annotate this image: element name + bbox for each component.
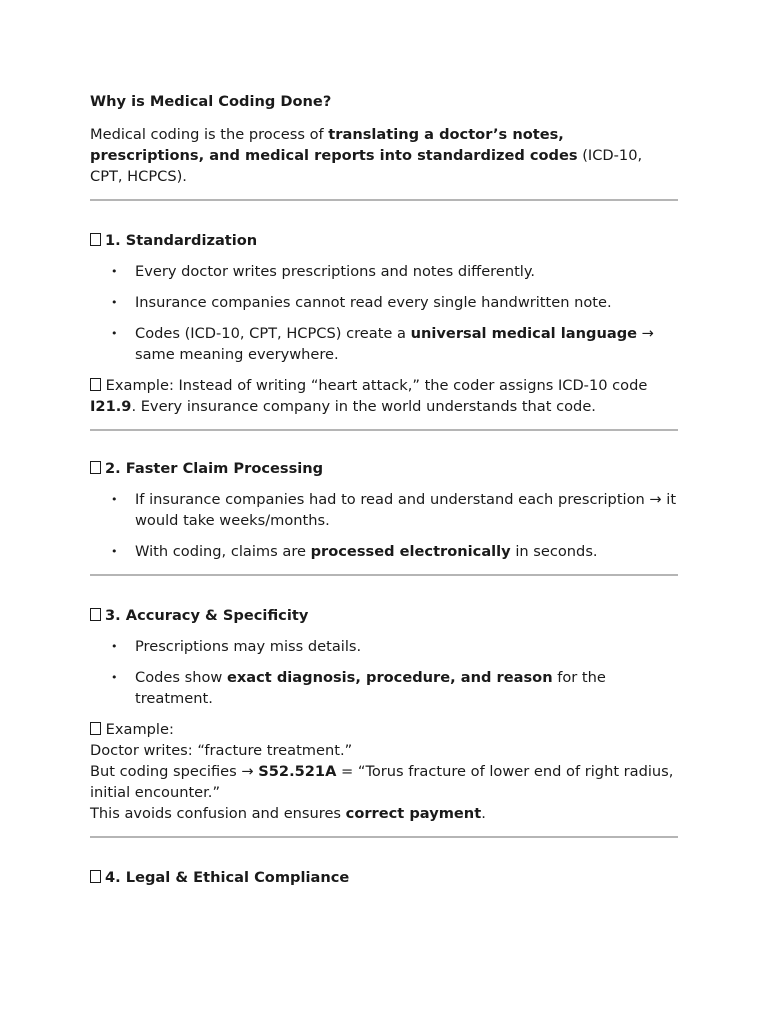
list-item-bold-text: processed electronically (310, 543, 511, 560)
list-item (90, 261, 678, 282)
divider (90, 429, 678, 431)
section-heading-text: 4. Legal & Ethical Compliance (105, 869, 350, 886)
divider (90, 836, 678, 838)
example-text: But coding specifies → (90, 763, 259, 780)
list-item-text: With coding, claims are (135, 543, 311, 560)
example-text: This avoids confusion and ensures (90, 805, 346, 822)
example-text-end: . (481, 805, 486, 822)
emoji-placeholder-icon (90, 233, 101, 246)
bullet-icon: • (111, 640, 118, 653)
example-line: Doctor writes: “fracture treatment.” (90, 742, 353, 759)
list-item-text: Insurance companies cannot read every single handwritten note. (135, 294, 612, 311)
example-paragraph (90, 375, 678, 417)
example-code: S52.521A (258, 763, 337, 780)
example-label (90, 719, 678, 740)
example-text-end: = “Torus fracture of lower end of right radius, initial encounter.” (90, 763, 674, 801)
divider (90, 574, 678, 576)
emoji-placeholder-icon (90, 608, 101, 621)
list-item-text-end: in seconds. (510, 543, 598, 560)
list-item-text: Codes show (135, 669, 227, 686)
bullet-icon: • (111, 493, 118, 506)
example-code: I21.9 (90, 398, 132, 415)
divider (90, 199, 678, 201)
accuracy-list (90, 636, 678, 709)
example-bold-text: correct payment (345, 805, 482, 822)
section-heading-legal-ethical-compliance (90, 867, 678, 888)
document-content (90, 91, 678, 888)
example-line (90, 803, 678, 824)
page-title: Why is Medical Coding Done? (90, 93, 332, 110)
list-item-text: Every doctor writes prescriptions and notes differently. (135, 263, 536, 280)
list-item-text-end: for the treatment. (135, 669, 606, 707)
emoji-placeholder-icon (90, 461, 101, 474)
emoji-placeholder-icon (90, 870, 101, 883)
section-heading-text: 3. Accuracy & Specificity (105, 607, 309, 624)
example-block (90, 719, 678, 824)
section-heading-standardization (90, 230, 678, 251)
claim-processing-list (90, 489, 678, 562)
standardization-list (90, 261, 678, 365)
intro-paragraph (90, 124, 678, 187)
intro-text-end: (ICD-10, CPT, HCPCS). (90, 147, 643, 185)
list-item (90, 636, 678, 657)
list-item-bold-text: universal medical language (410, 325, 638, 342)
list-item-text-end: → same meaning everywhere. (135, 325, 654, 363)
section-heading-text: 1. Standardization (105, 232, 258, 249)
emoji-placeholder-icon (90, 722, 101, 735)
section-heading-faster-claim-processing (90, 458, 678, 479)
list-item (90, 489, 678, 531)
bullet-icon: • (111, 545, 118, 558)
example-text: Example: Instead of writing “heart attack,” the coder assigns ICD-10 code (101, 377, 648, 394)
list-item (90, 292, 678, 313)
emoji-placeholder-icon (90, 378, 101, 391)
example-label-text: Example: (101, 721, 174, 738)
list-item-text: Codes (ICD-10, CPT, HCPCS) create a (135, 325, 411, 342)
bullet-icon: • (111, 296, 118, 309)
list-item-text: Prescriptions may miss details. (135, 638, 362, 655)
bullet-icon: • (111, 265, 118, 278)
intro-bold-text: translating a doctor’s notes, prescriptions, and medical reports into standardized codes (90, 126, 578, 164)
example-text-end: . Every insurance company in the world understands that code. (131, 398, 596, 415)
section-heading-accuracy-specificity (90, 605, 678, 626)
list-item (90, 541, 678, 562)
list-item-text: If insurance companies had to read and understand each prescription → it would take weeks/months. (135, 491, 677, 529)
section-heading-text: 2. Faster Claim Processing (105, 460, 324, 477)
list-item (90, 667, 678, 709)
list-item (90, 323, 678, 365)
list-item-bold-text: exact diagnosis, procedure, and reason (226, 669, 553, 686)
bullet-icon: • (111, 327, 118, 340)
bullet-icon: • (111, 671, 118, 684)
intro-text: Medical coding is the process of (90, 126, 329, 143)
example-line (90, 761, 678, 803)
